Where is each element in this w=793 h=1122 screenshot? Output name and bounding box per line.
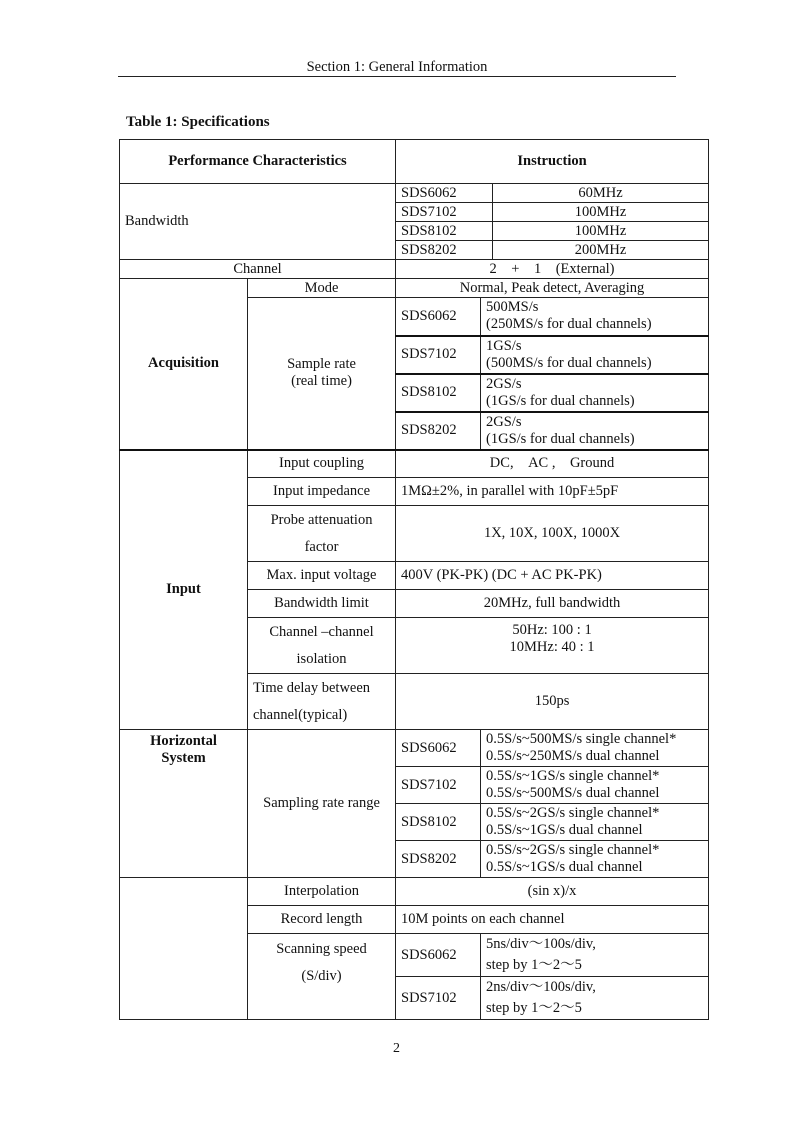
probe-attenuation-value: 1X, 10X, 100X, 1000X — [396, 506, 709, 562]
sampling-value: 0.5S/s~2GS/s single channel* 0.5S/s~1GS/s dual channel — [481, 804, 709, 841]
col-header-instruction: Instruction — [396, 140, 709, 184]
sampling-value: 0.5S/s~500MS/s single channel* 0.5S/s~250MS/s dual channel — [481, 730, 709, 767]
bandwidth-model: SDS6062 — [396, 184, 493, 203]
bandwidth-value: 100MHz — [493, 222, 709, 241]
channel-isolation-label: Channel –channel isolation — [248, 618, 396, 674]
bandwidth-model: SDS7102 — [396, 203, 493, 222]
sampling-value: 0.5S/s~1GS/s single channel* 0.5S/s~500MS/s dual channel — [481, 767, 709, 804]
max-input-voltage-value: 400V (PK-PK) (DC + AC PK-PK) — [396, 562, 709, 590]
scanning-model: SDS6062 — [396, 934, 481, 977]
channel-label: Channel — [120, 260, 396, 279]
channel-value: 2 + 1 (External) — [396, 260, 709, 279]
bandwidth-value: 100MHz — [493, 203, 709, 222]
record-length-label: Record length — [248, 906, 396, 934]
channel-isolation-value: 50Hz: 100 : 1 10MHz: 40 : 1 — [396, 618, 709, 674]
bandwidth-value: 200MHz — [493, 241, 709, 260]
sample-rate-value: 2GS/s (1GS/s for dual channels) — [481, 374, 709, 412]
col-header-characteristics: Performance Characteristics — [120, 140, 396, 184]
bandwidth-model: SDS8102 — [396, 222, 493, 241]
sample-rate-value: 1GS/s (500MS/s for dual channels) — [481, 336, 709, 374]
sample-rate-model: SDS6062 — [396, 298, 481, 336]
input-impedance-value: 1MΩ±2%, in parallel with 10pF±5pF — [396, 478, 709, 506]
scanning-speed-label: Scanning speed (S/div) — [248, 934, 396, 1020]
horizontal-system-cell — [120, 878, 248, 1020]
mode-label: Mode — [248, 279, 396, 298]
input-impedance-label: Input impedance — [248, 478, 396, 506]
acquisition-label: Acquisition — [120, 279, 248, 450]
input-coupling-value: DC, AC , Ground — [396, 450, 709, 478]
max-input-voltage-label: Max. input voltage — [248, 562, 396, 590]
time-delay-label: Time delay between channel(typical) — [248, 674, 396, 730]
sampling-value: 0.5S/s~2GS/s single channel* 0.5S/s~1GS/s dual channel — [481, 841, 709, 878]
bandwidth-model: SDS8202 — [396, 241, 493, 260]
sampling-model: SDS8202 — [396, 841, 481, 878]
scanning-value: 2ns/div～100s/div, step by 1～2～5 — [481, 977, 709, 1020]
probe-attenuation-label: Probe attenuation factor — [248, 506, 396, 562]
bandwidth-value: 60MHz — [493, 184, 709, 203]
mode-value: Normal, Peak detect, Averaging — [396, 279, 709, 298]
specifications-table — [119, 139, 709, 1020]
sampling-rate-range-label: Sampling rate range — [248, 730, 396, 878]
bandwidth-limit-label: Bandwidth limit — [248, 590, 396, 618]
sampling-model: SDS6062 — [396, 730, 481, 767]
input-label: Input — [120, 450, 248, 730]
input-coupling-label: Input coupling — [248, 450, 396, 478]
table-caption: Table 1: Specifications — [126, 114, 270, 130]
time-delay-value: 150ps — [396, 674, 709, 730]
scanning-model: SDS7102 — [396, 977, 481, 1020]
sample-rate-label: Sample rate (real time) — [248, 298, 396, 450]
sampling-model: SDS7102 — [396, 767, 481, 804]
interpolation-label: Interpolation — [248, 878, 396, 906]
sampling-model: SDS8102 — [396, 804, 481, 841]
horizontal-system-label: Horizontal System — [120, 730, 248, 878]
sample-rate-model: SDS8202 — [396, 412, 481, 450]
bandwidth-label: Bandwidth — [120, 184, 396, 260]
sample-rate-model: SDS8102 — [396, 374, 481, 412]
sample-rate-value: 2GS/s (1GS/s for dual channels) — [481, 412, 709, 450]
record-length-value: 10M points on each channel — [396, 906, 709, 934]
bandwidth-limit-value: 20MHz, full bandwidth — [396, 590, 709, 618]
section-header: Section 1: General Information — [118, 58, 676, 77]
scanning-value: 5ns/div～100s/div, step by 1～2～5 — [481, 934, 709, 977]
page-number: 2 — [393, 1041, 400, 1056]
sample-rate-value: 500MS/s (250MS/s for dual channels) — [481, 298, 709, 336]
interpolation-value: (sin x)/x — [396, 878, 709, 906]
sample-rate-model: SDS7102 — [396, 336, 481, 374]
